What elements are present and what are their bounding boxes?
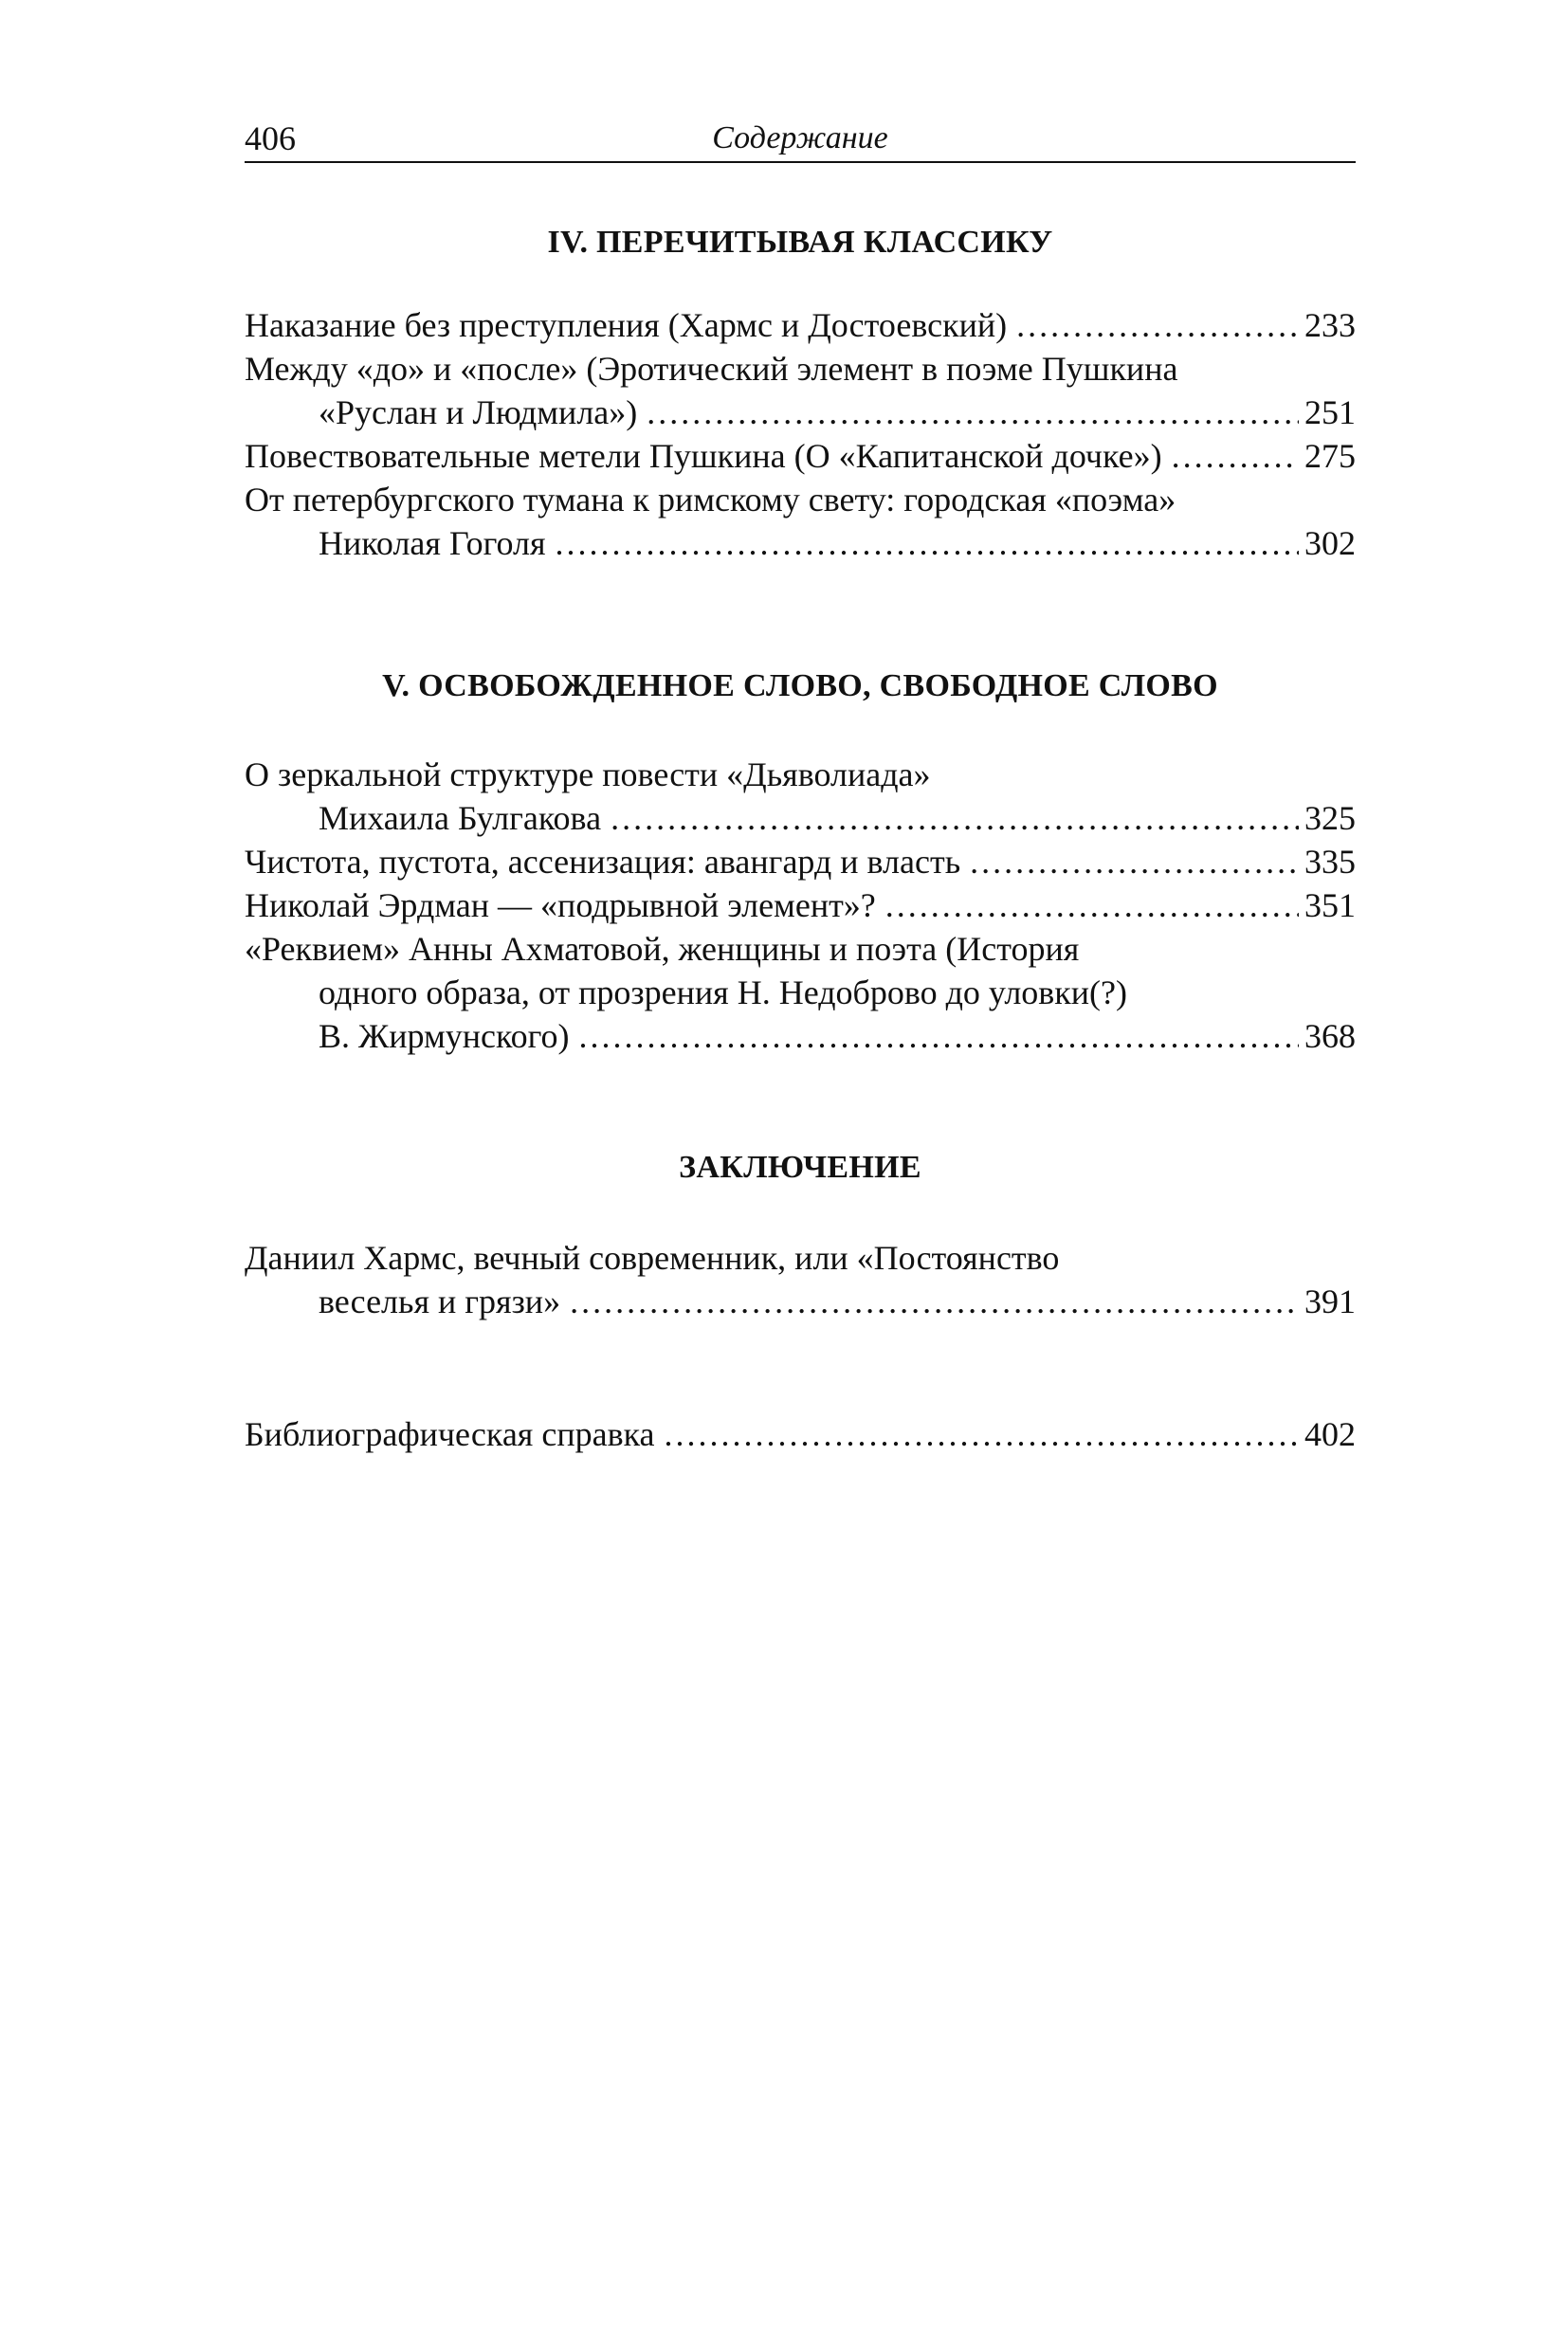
toc-entry-page: 391 [1304,1283,1356,1320]
dot-leader [647,391,1299,434]
toc-entry-title: Библиографическая справка [245,1415,655,1453]
toc-entry-title-cont: веселья и грязи» [319,1283,561,1320]
toc-entry-page: 335 [1304,843,1356,881]
toc-entry-title: О зеркальной структуре повести «Дьяволиада» [245,755,931,793]
running-head [245,114,1356,163]
toc-entry-harms-dostoevsky[interactable] [245,303,1356,347]
dot-leader [579,1014,1299,1058]
toc-entry-title-cont: Николая Гоголя [319,524,546,562]
toc-entry-rekviem[interactable] [245,927,1356,1058]
toc-entry-title: Чистота, пустота, ассенизация: авангард и власть [245,843,961,881]
dot-leader [570,1280,1299,1323]
section-title-v: V. ОСВОБОЖДЕННОЕ СЛОВО, СВОБОДНОЕ СЛОВО [382,668,1218,703]
toc-entry-title-cont: одного образа, от прозрения Н. Недоброво до уловки(?) [319,973,1128,1011]
toc-entry-title: От петербургского тумана к римскому свету: городская «поэма» [245,481,1176,519]
page-number: 406 [245,119,296,157]
toc-entry-title: Наказание без преступления (Хармс и Достоевский) [245,306,1008,344]
dot-leader [556,521,1299,565]
toc-entry-title: Николай Эрдман — «подрывной элемент»? [245,886,876,924]
toc-entry-page: 251 [1304,393,1356,431]
toc-entry-bibliography[interactable] [245,1412,1356,1456]
section-title-conclusion: ЗАКЛЮЧЕНИЕ [679,1150,921,1185]
toc-entry-page: 302 [1304,524,1356,562]
toc-entry-title-cont: Михаила Булгакова [319,799,602,837]
running-title: Содержание [712,120,888,155]
dot-leader [665,1412,1299,1456]
toc-entry-page: 368 [1304,1017,1356,1055]
toc-entry-page: 402 [1304,1415,1356,1453]
toc-entry-page: 233 [1304,306,1356,344]
toc-entry-title-cont: В. Жирмунского) [319,1017,570,1055]
dot-leader [885,883,1299,927]
toc-entry-title-cont: «Руслан и Людмила») [319,393,638,431]
toc-entry-gogol[interactable] [245,478,1356,565]
toc-entry-page: 325 [1304,799,1356,837]
dot-leader [1016,303,1299,347]
toc-entry-page: 275 [1304,437,1356,475]
toc-page [245,114,1356,163]
toc-entry-harms-contemporary[interactable] [245,1236,1356,1323]
section-title-iv: IV. ПЕРЕЧИТЫВАЯ КЛАССИКУ [547,225,1053,260]
dot-leader [611,796,1299,840]
toc-entry-title: «Реквием» Анны Ахматовой, женщины и поэта (История [245,930,1080,968]
dot-leader [970,840,1299,883]
toc-entry-avangard[interactable] [245,840,1356,883]
dot-leader [1172,434,1299,478]
toc-entry-ruslan[interactable] [245,347,1356,434]
toc-entry-title: Между «до» и «после» (Эротический элемент в поэме Пушкина [245,350,1178,388]
toc-entry-kapitanskaya[interactable] [245,434,1356,478]
toc-entry-page: 351 [1304,886,1356,924]
toc-entry-erdman[interactable] [245,883,1356,927]
toc-entry-title: Повествовательные метели Пушкина (О «Капитанской дочке») [245,437,1162,475]
toc-entry-dyavoliada[interactable] [245,753,1356,840]
toc-entry-title: Даниил Хармс, вечный современник, или «Постоянство [245,1239,1060,1277]
